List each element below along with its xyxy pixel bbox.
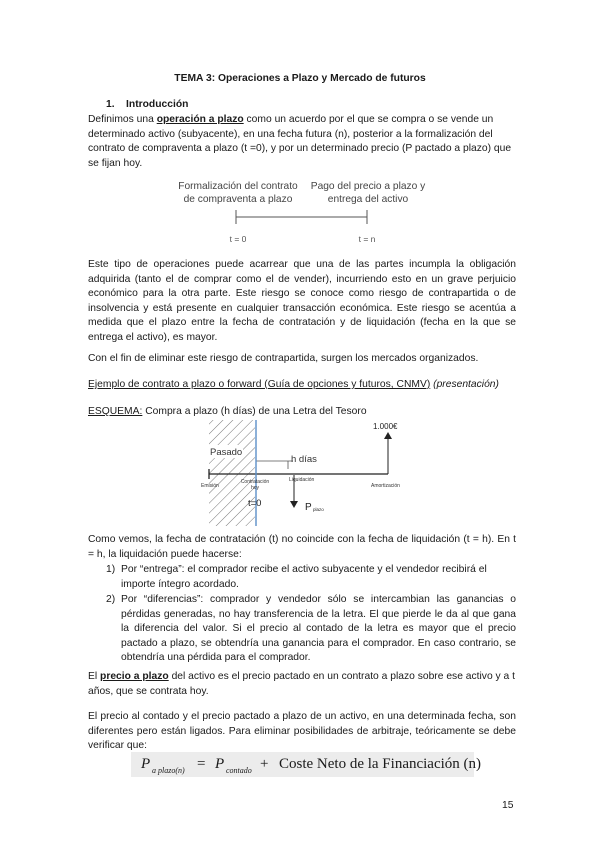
section-heading: [106, 99, 188, 110]
para1-post: como un acuerdo por el que se compra o se vende un determinado activo (subyacente), en una fecha futura (n), posterior a la formalización del contrato de compraventa a plazo (t =0), y por un determinado precio (P pactado a plazo) que se fijan hoy.: [88, 114, 512, 169]
h-dias-label: h días: [291, 454, 317, 465]
paragraph-mercados: Con el fin de eliminar este riesgo de contrapartida, surgen los mercados organizados.: [88, 353, 479, 364]
pago-label-1: Pago del precio a plazo y: [310, 181, 426, 192]
formula-p1: P: [141, 756, 151, 772]
formalizacion-label-2: de compraventa a plazo: [183, 194, 293, 205]
example-line: [88, 378, 528, 393]
liquidacion-label: Liquidación: [289, 477, 315, 483]
formula-eq: =: [197, 756, 206, 772]
p-symbol: P: [305, 502, 312, 513]
paragraph-liquidacion: Como vemos, la fecha de contratación (t) no coincide con la fecha de liquidación (t = h). En t = h, la liquidación puede hacerse:: [88, 534, 516, 560]
paragraph-definition: [88, 113, 516, 171]
list-item-entrega: Por “entrega”: el comprador recibe el activo subyacente y el vendedor recibirá el importe íntegro acordado.: [121, 564, 487, 590]
tema-prefix: TEMA 3: [174, 73, 212, 84]
esquema-diagram: [195, 418, 435, 528]
paragraph-riesgo: Este tipo de operaciones puede acarrear que una de las partes incumpla la obligación adquirida (tanto el de comprar como el de vender), incurriendo esto en un grave perjuicio económico para la otra parte. Este riesgo se conoce como riesgo de contrapartida o de insolvencia y está presente en cualquier transacción económica. Este riesgo se acentúa a medida que el plazo entre la fecha de contratación y de liquidación (fecha en la que se entrega el activo), es mayor.: [88, 259, 516, 343]
p-sub-plazo: plazo: [313, 507, 324, 512]
t0-label-2: t=0: [248, 498, 262, 509]
formula-coste-neto: Coste Neto de la Financiación (n): [279, 756, 482, 772]
contratacion-label-1: Contratación: [240, 479, 270, 485]
page-number: 15: [502, 800, 514, 811]
para1-pre: Definimos una: [88, 114, 157, 125]
paragraph-precio-a-plazo: [88, 670, 516, 699]
formalizacion-label-1: Formalización del contrato: [178, 181, 298, 192]
section-number: 1.: [106, 99, 115, 110]
tn-label: t = n: [358, 234, 376, 244]
list-number-1: 1): [106, 564, 116, 575]
example-link[interactable]: Ejemplo de contrato a plazo o forward (Guía de opciones y futuros, CNMV): [88, 379, 431, 390]
term-operacion-a-plazo: operación a plazo: [156, 114, 244, 125]
up-arrowhead: [384, 432, 392, 439]
formula-p2: P: [215, 756, 225, 772]
term-precio-a-plazo: precio a plazo: [100, 671, 169, 682]
list-item-diferencias: Por “diferencias”: comprador y vendedor sólo se intercambian las ganancias o pérdidas generadas, no hay transferencia de la letra. El que pierde le da al que gana la diferencia del valor. Si el precio al contado de la letra es mayor que el precio pactado a plazo, se obtendría una ganancia para el comprador. En caso contrario, se obtendría una pérdida para el comprador.: [121, 594, 516, 664]
tema-title: : Operaciones a Plazo y Mercado de futuros: [211, 73, 426, 84]
esquema-label: ESQUEMA:: [88, 406, 143, 417]
emision-label: Emisión: [201, 483, 219, 489]
amount-label: 1.000€: [373, 422, 398, 431]
formula-sub1: a plazo(n): [152, 766, 185, 775]
timeline-diagram: [170, 176, 430, 248]
contratacion-label-2: hoy: [250, 485, 260, 491]
page-title: [0, 73, 600, 84]
esquema-text: Compra a plazo (h días) de una Letra del Tesoro: [142, 406, 367, 417]
section-label: Introducción: [126, 99, 189, 110]
pasado-hatched-area: [209, 420, 255, 526]
para5-post: del activo es el precio pactado en un contrato a plazo sobre ese activo y a t años, que se contrata hoy.: [88, 671, 516, 697]
para5-pre: El: [88, 671, 101, 682]
formula-sub2: contado: [226, 766, 252, 775]
paragraph-arbitraje: El precio al contado y el precio pactado a plazo de un activo, en una determinada fecha, son diferentes pero están ligados. Para eliminar posibilidades de arbitraje, teóricamente se debe verificar que:: [88, 711, 516, 752]
list-number-2: 2): [106, 594, 116, 605]
example-note: (presentación): [433, 379, 499, 390]
pago-label-2: entrega del activo: [327, 194, 409, 205]
down-arrowhead: [290, 501, 298, 508]
pasado-label: Pasado: [210, 447, 243, 458]
amortizacion-label: Amortización: [371, 483, 400, 489]
t0-label: t = 0: [229, 234, 247, 244]
formula-plus: +: [260, 756, 269, 772]
formula-box: [131, 752, 482, 777]
